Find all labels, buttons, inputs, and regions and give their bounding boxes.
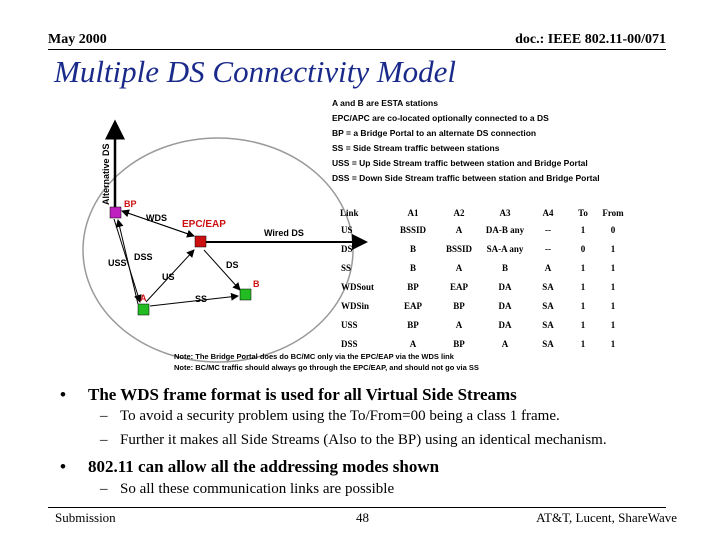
diagram-notes [174, 351, 479, 373]
cell: SA [542, 338, 554, 349]
cell: 0 [610, 224, 616, 235]
epc-label: EPC/EAP [182, 219, 226, 230]
legend-line: BP = a Bridge Portal to an alternate DS connection [332, 128, 537, 138]
legend-line: EPC/APC are co-located optionally connected to a DS [332, 113, 549, 123]
wds-label: WDS [146, 213, 167, 223]
bullet-text: The WDS frame format is used for all Virtual Side Streams [88, 385, 517, 404]
sub-bullet-dash: – [100, 408, 108, 424]
cell: B [409, 243, 416, 254]
cell: 1 [580, 281, 586, 292]
cell: DS [341, 243, 353, 254]
alt-ds-label: Alternative DS [101, 143, 111, 205]
cell: B [501, 262, 508, 273]
header-doc-id: doc.: IEEE 802.11-00/071 [515, 32, 666, 47]
slide-title: Multiple DS Connectivity Model [54, 54, 457, 89]
epc-node [195, 236, 206, 247]
table-row [340, 277, 628, 296]
bullet-marker: • [60, 457, 66, 476]
cell: DA [498, 319, 512, 330]
cell: SA [542, 319, 554, 330]
bullet-marker: • [60, 385, 66, 404]
table-row [340, 239, 628, 258]
ss-label: SS [195, 294, 208, 304]
col-a1: A1 [407, 208, 419, 218]
wired-ds-label: Wired DS [264, 228, 304, 238]
cell: BP [453, 338, 465, 349]
ss-link [150, 296, 238, 306]
uss-label: USS [108, 258, 127, 268]
cell: 1 [580, 262, 586, 273]
cell: 0 [580, 243, 586, 254]
cell: 1 [580, 338, 586, 349]
table-row [340, 296, 628, 315]
cell: DA [498, 281, 512, 292]
cell: BP [407, 319, 419, 330]
cell: DSS [341, 338, 358, 349]
table-row [340, 220, 628, 239]
cell: EAP [450, 281, 468, 292]
table-header-row [340, 206, 628, 220]
cell: A [455, 224, 463, 235]
col-a3: A3 [499, 208, 511, 218]
sub-bullet-dash: – [100, 432, 108, 448]
cell: DA [498, 300, 512, 311]
legend-line: A and B are ESTA stations [332, 98, 438, 108]
sub-bullet-text: To avoid a security problem using the To/From=00 being a class 1 frame. [120, 408, 560, 424]
footer-submission: Submission [55, 510, 116, 525]
footer-rule [48, 507, 666, 508]
cell: SS [341, 262, 352, 273]
cell: BSSID [445, 243, 472, 254]
footer-authors: AT&T, Lucent, ShareWave [536, 510, 677, 525]
cell: A [501, 338, 509, 349]
cell: A [544, 262, 552, 273]
cell: 1 [610, 338, 616, 349]
col-to: To [578, 208, 588, 218]
cell: A [455, 262, 463, 273]
addressing-table [340, 206, 628, 353]
sub-bullet-text: Further it makes all Side Streams (Also to the BP) using an identical mechanism. [120, 432, 607, 448]
cell: BSSID [399, 224, 426, 235]
sub-bullet-text: So all these communication links are possible [120, 481, 395, 497]
cell: 1 [610, 300, 616, 311]
cell: -- [545, 243, 551, 254]
col-a4: A4 [542, 208, 554, 218]
cell: BP [453, 300, 465, 311]
table-row [340, 315, 628, 334]
cell: BP [407, 281, 419, 292]
cell: US [341, 224, 353, 235]
cell: 1 [580, 224, 586, 235]
legend-line: DSS = Down Side Stream traffic between station and Bridge Portal [332, 173, 600, 183]
cell: EAP [404, 300, 422, 311]
note-line: Note: BC/MC traffic should always go through the EPC/EAP, and should not go via SS [174, 363, 479, 372]
ds-label: DS [226, 260, 239, 270]
cell: 1 [610, 319, 616, 330]
bp-label: BP [124, 199, 137, 209]
cell: 1 [610, 243, 616, 254]
cell: SA [542, 300, 554, 311]
cell: SA [542, 281, 554, 292]
cell: 1 [580, 300, 586, 311]
col-from: From [602, 208, 624, 218]
col-link: Link [340, 208, 359, 218]
cell: 1 [580, 319, 586, 330]
col-a2: A2 [453, 208, 465, 218]
diagram-legend [332, 96, 600, 186]
sub-bullet-dash: – [100, 481, 108, 497]
cell: A [455, 319, 463, 330]
bullet-text: 802.11 can allow all the addressing modes shown [88, 457, 440, 476]
dss-label: DSS [134, 252, 153, 262]
footer-page-number: 48 [356, 510, 369, 525]
header-rule [48, 49, 666, 50]
cell: USS [341, 319, 358, 330]
bp-node [110, 207, 121, 218]
cell: B [409, 262, 416, 273]
station-b-label: B [253, 279, 260, 289]
cell: WDSin [341, 300, 370, 311]
cell: 1 [610, 281, 616, 292]
cell: -- [545, 224, 551, 235]
station-a-node [138, 304, 149, 315]
cell: DA-B any [485, 224, 525, 235]
note-line: Note: The Bridge Portal does do BC/MC only via the EPC/EAP via the WDS link [174, 352, 454, 361]
station-b-node [240, 289, 251, 300]
legend-line: USS = Up Side Stream traffic between station and Bridge Portal [332, 158, 588, 168]
table-row [340, 258, 628, 277]
us-label: US [162, 272, 175, 282]
legend-line: SS = Side Stream traffic between stations [332, 143, 500, 153]
ds-link [204, 250, 240, 290]
cell: A [409, 338, 417, 349]
cell: 1 [610, 262, 616, 273]
cell: SA-A any [486, 243, 524, 254]
header-date: May 2000 [48, 32, 107, 47]
station-a-label: A [140, 293, 147, 303]
cell: WDSout [341, 281, 375, 292]
